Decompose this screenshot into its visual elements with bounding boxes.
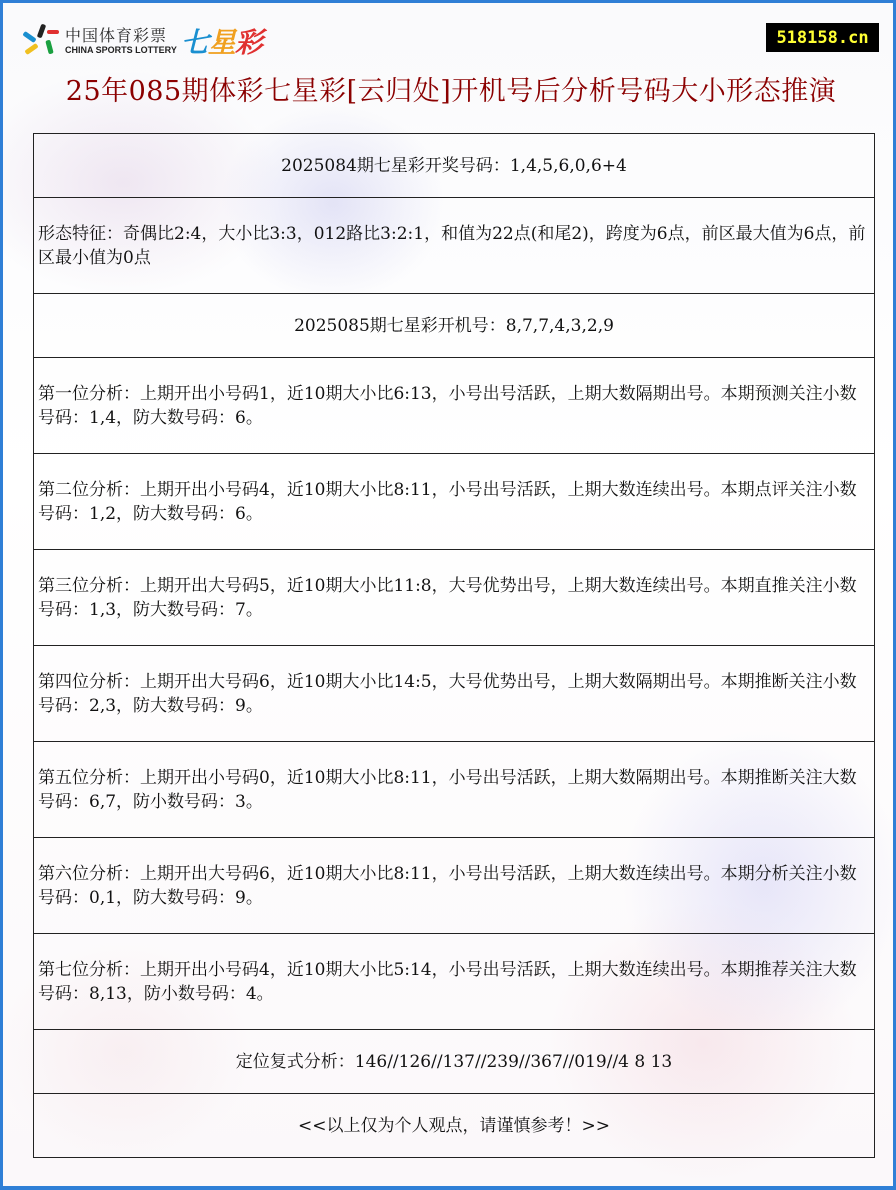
row-text: 第七位分析：上期开出小号码4，近10期大小比5:14，小号出号活跃，上期大数连续出号。本期推荐关注大数号码：8,13，防小数号码：4。 [34, 934, 875, 1030]
prev-draw-row [34, 134, 875, 198]
row-text: 第三位分析：上期开出大号码5，近10期大小比11:8，大号优势出号，上期大数连续出号。本期直推关注小数号码：1,3，防大数号码：7。 [34, 550, 875, 646]
position-7-row [34, 934, 875, 1030]
lottery-star-icon [23, 24, 59, 58]
row-text: 第二位分析：上期开出小号码4，近10期大小比8:11，小号出号活跃，上期大数连续出号。本期点评关注小数号码：1,2，防大数号码：6。 [34, 454, 875, 550]
row-text: 第四位分析：上期开出大号码6，近10期大小比14:5，大号优势出号，上期大数隔期出号。本期推断关注小数号码：2,3，防大数号码：9。 [34, 646, 875, 742]
disclaimer-row [34, 1094, 875, 1158]
logo-en-text: CHINA SPORTS LOTTERY [65, 44, 177, 55]
game-name-char: 彩 [234, 26, 262, 59]
game-name-logo [181, 21, 262, 61]
position-6-row [34, 838, 875, 934]
analysis-table [33, 133, 875, 1158]
position-4-row [34, 646, 875, 742]
china-sports-lottery-logo [23, 23, 262, 59]
row-text: 定位复式分析：146//126//137//239//367//019//4 8 13 [34, 1030, 875, 1094]
position-5-row [34, 742, 875, 838]
game-name-char: 七 [180, 26, 208, 59]
machine-number-row [34, 294, 875, 358]
row-text: 2025084期七星彩开奖号码：1,4,5,6,0,6+4 [34, 134, 875, 198]
position-3-row [34, 550, 875, 646]
position-1-row [34, 358, 875, 454]
row-text: 第六位分析：上期开出大号码6，近10期大小比8:11，小号出号活跃，上期大数连续出号。本期分析关注小数号码：0,1，防大数号码：9。 [34, 838, 875, 934]
row-text: 形态特征：奇偶比2:4，大小比3:3，012路比3:2:1，和值为22点(和尾2)，跨度为6点，前区最大值为6点，前区最小值为0点 [34, 198, 875, 294]
logo-cn-text: 中国体育彩票 [65, 25, 168, 45]
row-text: 第一位分析：上期开出小号码1，近10期大小比6:13，小号出号活跃，上期大数隔期出号。本期预测关注小数号码：1,4，防大数号码：6。 [34, 358, 875, 454]
compound-row [34, 1030, 875, 1094]
row-text: 2025085期七星彩开机号：8,7,7,4,3,2,9 [34, 294, 875, 358]
row-text: 第五位分析：上期开出小号码0，近10期大小比8:11，小号出号活跃，上期大数隔期出号。本期推断关注大数号码：6,7，防小数号码：3。 [34, 742, 875, 838]
page-title: 25年085期体彩七星彩[云归处]开机号后分析号码大小形态推演 [65, 76, 837, 107]
game-name-char: 星 [207, 26, 235, 59]
pattern-row [34, 198, 875, 294]
row-text: <<以上仅为个人观点，请谨慎参考！>> [34, 1094, 875, 1158]
site-badge[interactable]: 518158.cn [766, 23, 879, 52]
position-2-row [34, 454, 875, 550]
